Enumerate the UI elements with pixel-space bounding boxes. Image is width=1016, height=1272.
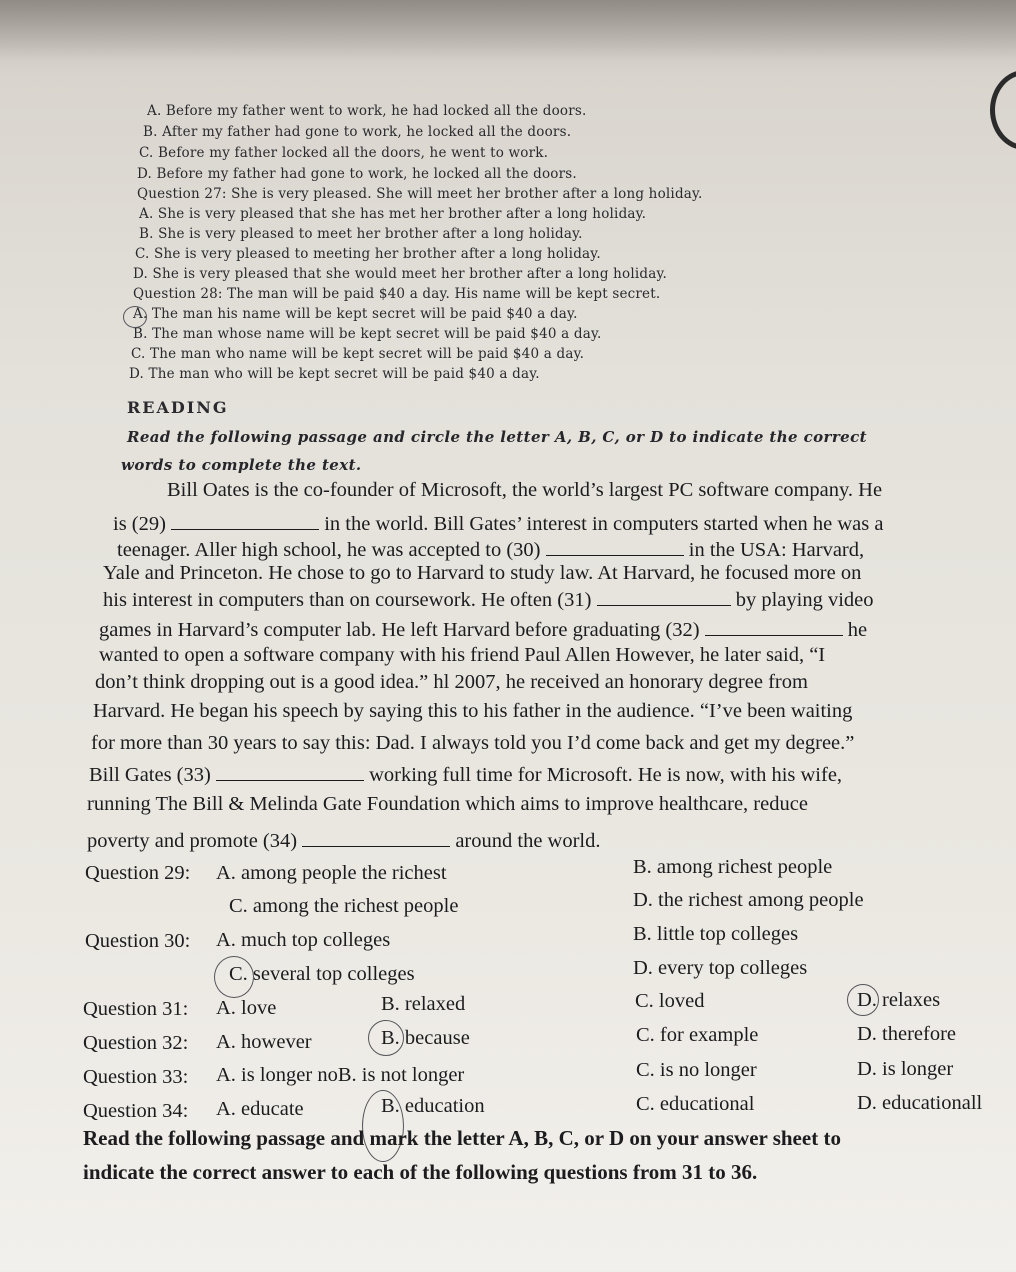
q28-option-b: B. The man whose name will be kept secret will be paid $40 a day.: [133, 326, 602, 342]
q27-option-b: B. She is very pleased to meet her brother after a long holiday.: [139, 226, 583, 242]
q27-option-c: C. She is very pleased to meeting her brother after a long holiday.: [135, 246, 601, 262]
passage-line-1: Bill Oates is the co-founder of Microsoft, the world’s largest PC software company. He: [167, 479, 883, 501]
passage-line-4: Yale and Princeton. He chose to go to Harvard to study law. At Harvard, he focused more on: [103, 562, 862, 584]
q34-option-b: B. education: [381, 1095, 485, 1117]
next-section-instruction-line1: Read the following passage and mark the letter A, B, C, or D on your answer sheet to: [83, 1126, 841, 1150]
passage-line-5: [103, 587, 874, 612]
q32-option-c: C. for example: [636, 1024, 759, 1046]
q28-option-d: D. The man who will be kept secret will be paid $40 a day.: [129, 366, 540, 382]
q33-option-d: D. is longer: [857, 1058, 954, 1080]
passage-line-7: wanted to open a software company with his friend Paul Allen However, he later said, “I: [99, 644, 826, 666]
q30-option-d: D. every top colleges: [633, 957, 808, 979]
q31-option-d: D. relaxes: [857, 989, 941, 1011]
q31-option-a: A. love: [216, 997, 277, 1019]
answer-circle-q32: [368, 1020, 404, 1056]
answer-circle-q28: [123, 306, 147, 328]
blank-30: [546, 537, 684, 556]
q31-option-c: C. loved: [635, 990, 705, 1012]
q28-option-c: C. The man who name will be kept secret will be paid $40 a day.: [131, 346, 585, 362]
q34-option-a: A. educate: [216, 1098, 304, 1120]
answer-circle-q31: [847, 984, 879, 1016]
q27-stem: Question 27: She is very pleased. She will meet her brother after a long holiday.: [137, 186, 703, 202]
passage-line-9: Harvard. He began his speech by saying this to his father in the audience. “I’ve been waiting: [93, 700, 853, 722]
q29-option-d: D. the richest among people: [633, 889, 864, 911]
blank-29: [171, 511, 319, 530]
next-section-instruction-line2: indicate the correct answer to each of the following questions from 31 to 36.: [83, 1160, 758, 1184]
q29-option-c: C. among the richest people: [229, 895, 459, 917]
passage-line-11: [89, 762, 842, 787]
q26-option-d: D. Before my father had gone to work, he locked all the doors.: [137, 166, 577, 182]
passage-line-6: [99, 617, 867, 642]
q27-option-d: D. She is very pleased that she would meet her brother after a long holiday.: [133, 266, 668, 282]
q28-option-a: A. The man his name will be kept secret will be paid $40 a day.: [133, 306, 578, 322]
q27-option-a: A. She is very pleased that she has met her brother after a long holiday.: [139, 206, 647, 222]
passage-text: in the world. Bill Gates’ interest in computers started when he was a: [324, 513, 884, 535]
answer-circle-q30: [214, 956, 254, 998]
q31-option-b: B. relaxed: [381, 993, 466, 1015]
passage-text: around the world.: [455, 830, 601, 852]
passage-text: teenager. Aller high school, he was accepted to (30): [117, 539, 541, 561]
passage-line-12: running The Bill & Melinda Gate Foundation which aims to improve healthcare, reduce: [87, 793, 808, 815]
q30-option-c: C. several top colleges: [229, 963, 415, 985]
blank-31: [597, 587, 731, 606]
q29-label: Question 29:: [85, 862, 191, 884]
q30-label: Question 30:: [85, 930, 191, 952]
passage-text: games in Harvard’s computer lab. He left Harvard before graduating (32): [99, 619, 700, 641]
q26-option-b: B. After my father had gone to work, he locked all the doors.: [143, 124, 572, 140]
passage-line-13: [87, 828, 601, 853]
passage-line-8: don’t think dropping out is a good idea.” hl 2007, he received an honorary degree from: [95, 671, 808, 693]
passage-text: his interest in computers than on coursework. He often (31): [103, 589, 592, 611]
passage-text: Bill Gates (33): [89, 764, 211, 786]
q28-stem: Question 28: The man will be paid $40 a day. His name will be kept secret.: [133, 286, 661, 302]
q30-option-b: B. little top colleges: [633, 923, 799, 945]
q32-option-a: A. however: [216, 1031, 312, 1053]
passage-line-3: [117, 537, 864, 562]
q34-label: Question 34:: [83, 1100, 189, 1122]
passage-line-2: [113, 511, 883, 536]
reading-instruction-line1: Read the following passage and circle the letter A, B, C, or D to indicate the correct: [127, 428, 867, 446]
passage-text: he: [847, 619, 868, 641]
passage-text: is (29): [113, 513, 166, 535]
q34-option-d: D. educationall: [857, 1092, 983, 1114]
blank-33: [216, 762, 364, 781]
paper-top-shadow: [0, 0, 1016, 60]
blank-34: [302, 828, 450, 847]
passage-text: in the USA: Harvard,: [688, 539, 865, 561]
reading-instruction-line2: words to complete the text.: [121, 456, 362, 474]
q33-option-c: C. is no longer: [636, 1059, 757, 1081]
passage-text: working full time for Microsoft. He is now, with his wife,: [369, 764, 843, 786]
q33-option-a: A. is longer noB. is not longer: [216, 1064, 465, 1086]
q31-label: Question 31:: [83, 998, 189, 1020]
passage-text: poverty and promote (34): [87, 830, 298, 852]
pen-mark: [990, 70, 1016, 150]
reading-heading: READING: [127, 398, 229, 417]
q32-option-d: D. therefore: [857, 1023, 957, 1045]
q33-label: Question 33:: [83, 1066, 189, 1088]
passage-line-10: for more than 30 years to say this: Dad. I always told you I’d come back and get my degree.”: [91, 732, 855, 754]
q29-option-b: B. among richest people: [633, 856, 833, 878]
q29-option-a: A. among people the richest: [216, 862, 447, 884]
q32-option-b: B. because: [381, 1027, 470, 1049]
q34-option-c: C. educational: [636, 1093, 755, 1115]
blank-32: [705, 617, 843, 636]
q32-label: Question 32:: [83, 1032, 189, 1054]
passage-text: by playing video: [735, 589, 874, 611]
q26-option-c: C. Before my father locked all the doors, he went to work.: [139, 145, 549, 161]
q26-option-a: A. Before my father went to work, he had locked all the doors.: [147, 103, 587, 119]
q30-option-a: A. much top colleges: [216, 929, 391, 951]
